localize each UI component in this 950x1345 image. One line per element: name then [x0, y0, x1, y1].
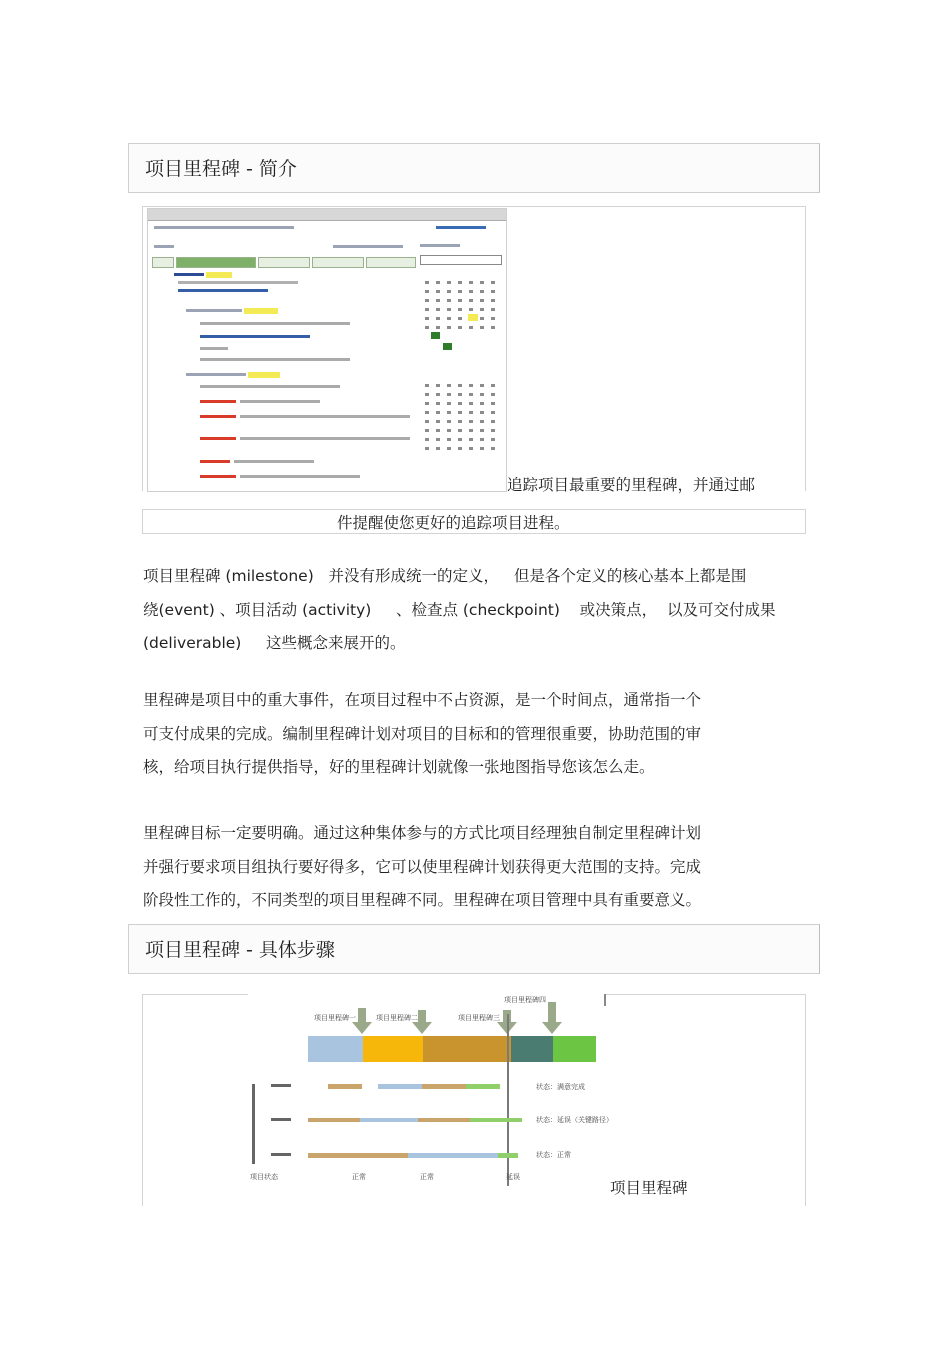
calendar-cell: [469, 299, 473, 302]
calendar-cell: [469, 420, 473, 423]
calendar-cell: [436, 290, 440, 293]
section-title: 项目里程碑 - 简介: [145, 158, 297, 180]
calendar-cell: [491, 447, 495, 450]
figure-1-caption-line1: 追踪项目最重要的里程碑，并通过邮: [507, 476, 756, 494]
calendar-cell: [425, 290, 429, 293]
calendar-cell: [425, 299, 429, 302]
calendar-cell: [425, 438, 429, 441]
calendar-cell: [436, 438, 440, 441]
text-line: (deliverable) 这些概念来展开的。: [143, 634, 406, 652]
milestone-app-screenshot: [147, 208, 507, 492]
calendar-cell: [458, 299, 462, 302]
milestone-timeline-diagram: [248, 994, 613, 1190]
calendar-cell: [447, 290, 451, 293]
calendar-cell: [425, 420, 429, 423]
calendar-cell: [436, 393, 440, 396]
text-line: 可支付成果的完成。编制里程碑计划对项目的目标和的管理很重要，协助范围的审: [143, 724, 702, 743]
calendar-cell: [425, 393, 429, 396]
calendar-cell: [469, 402, 473, 405]
calendar-cell: [458, 384, 462, 387]
text-line: 绕(event) 、项目活动 (activity) 、检查点 (checkpoint) 或决策点， 以及可交付成果: [143, 600, 776, 619]
calendar-cell: [491, 429, 495, 432]
calendar-cell: [436, 420, 440, 423]
calendar-cell: [469, 281, 473, 284]
calendar-cell: [469, 393, 473, 396]
calendar-cell: [458, 438, 462, 441]
calendar-cell: [491, 326, 495, 329]
calendar-cell: [425, 308, 429, 311]
bottom-label: 项目状态: [250, 1173, 278, 1181]
calendar-cell: [491, 420, 495, 423]
section-heading-steps: [128, 924, 820, 974]
row-status: 状态：满意完成: [536, 1083, 585, 1091]
text-line: 阶段性工作的，不同类型的项目里程碑不同。里程碑在项目管理中具有重要意义。: [143, 891, 702, 909]
calendar-cell: [436, 411, 440, 414]
calendar-cell: [436, 429, 440, 432]
calendar-cell: [447, 420, 451, 423]
phase-block: [553, 1036, 596, 1062]
paragraph-definition: [143, 560, 813, 661]
calendar-cell: [480, 326, 484, 329]
calendar-cell: [447, 411, 451, 414]
calendar-cell: [447, 429, 451, 432]
bottom-label: 正常: [420, 1173, 434, 1181]
calendar-cell: [425, 402, 429, 405]
text-line: 里程碑是项目中的重大事件，在项目过程中不占资源，是一个时间点，通常指一个: [143, 691, 702, 709]
row-label-ticks: [252, 1084, 291, 1164]
bottom-label: 正常: [352, 1173, 366, 1181]
calendar-cell: [469, 411, 473, 414]
milestone-label: 项目里程碑一: [314, 1014, 356, 1022]
calendar-cell: [480, 290, 484, 293]
calendar-cell: [425, 384, 429, 387]
calendar-cell: [436, 317, 440, 320]
calendar-cell: [458, 308, 462, 311]
calendar-cell: [458, 447, 462, 450]
text-line: 并强行要求项目组执行要好得多，它可以使里程碑计划获得更大范围的支持。完成: [143, 857, 702, 876]
calendar-cell: [480, 393, 484, 396]
calendar-cell: [436, 281, 440, 284]
calendar-cell: [480, 299, 484, 302]
milestone-label: 项目里程碑二: [376, 1014, 418, 1022]
calendar-cell: [480, 411, 484, 414]
calendar-cell: [469, 438, 473, 441]
calendar-cell: [458, 326, 462, 329]
calendar-cell: [447, 308, 451, 311]
milestone-label: 项目里程碑四: [504, 996, 546, 1004]
calendar-cell: [480, 429, 484, 432]
calendar-cell: [458, 429, 462, 432]
paragraph-importance: [143, 684, 813, 785]
calendar-cell: [425, 447, 429, 450]
calendar-cell: [447, 299, 451, 302]
calendar-cell: [447, 317, 451, 320]
calendar-cell: [447, 447, 451, 450]
calendar-cell: [425, 281, 429, 284]
row-status: 状态：延误（关键路径）: [536, 1116, 613, 1124]
calendar-cell: [436, 402, 440, 405]
calendar-cell: [425, 317, 429, 320]
calendar-cell: [458, 393, 462, 396]
calendar-cell: [491, 393, 495, 396]
calendar-cell: [469, 447, 473, 450]
calendar-cell: [491, 308, 495, 311]
calendar-cell: [458, 402, 462, 405]
calendar-cell: [480, 281, 484, 284]
calendar-cell: [458, 411, 462, 414]
calendar-cell: [425, 326, 429, 329]
calendar-cell: [491, 290, 495, 293]
section-title: 项目里程碑 - 具体步骤: [145, 939, 335, 961]
calendar-cell: [491, 317, 495, 320]
calendar-cell: [491, 438, 495, 441]
row-status: 状态：正常: [536, 1151, 571, 1159]
phase-block: [308, 1036, 363, 1062]
progress-bars: [308, 1084, 522, 1158]
calendar-cell: [469, 429, 473, 432]
milestone-label: 项目里程碑三: [458, 1014, 500, 1022]
calendar-cell: [425, 429, 429, 432]
calendar-cell: [436, 384, 440, 387]
calendar-cell: [480, 447, 484, 450]
calendar-cell: [447, 326, 451, 329]
section-heading-intro: [128, 143, 820, 193]
calendar-cell: [480, 317, 484, 320]
figure-2-caption: 项目里程碑: [610, 1179, 688, 1197]
calendar-cell: [480, 308, 484, 311]
current-date-line: [507, 1014, 509, 1186]
timeline-svg: [248, 994, 613, 1190]
text-line: 里程碑目标一定要明确。通过这种集体参与的方式比项目经理独自制定里程碑计划: [143, 824, 702, 842]
phase-block: [423, 1036, 511, 1062]
calendar-cell: [425, 411, 429, 414]
calendar-cell: [447, 402, 451, 405]
text-line: 核，给项目执行提供指导，好的里程碑计划就像一张地图指导您该怎么走。: [143, 758, 655, 776]
calendar-cell: [480, 384, 484, 387]
calendar-cell: [436, 299, 440, 302]
calendar-cell: [458, 281, 462, 284]
paragraph-goals: [143, 817, 813, 918]
calendar-cell: [436, 326, 440, 329]
calendar-cell: [458, 317, 462, 320]
calendar-cell: [447, 393, 451, 396]
phase-block: [511, 1036, 553, 1062]
figure-1-caption-line2: 件提醒使您更好的追踪项目进程。: [337, 514, 570, 532]
calendar-cell: [447, 438, 451, 441]
calendar-cell: [447, 384, 451, 387]
phase-block: [363, 1036, 423, 1062]
calendar-cell: [436, 308, 440, 311]
calendar-cell: [458, 420, 462, 423]
calendar-cell: [491, 384, 495, 387]
calendar-cell: [480, 402, 484, 405]
calendar-cell: [436, 447, 440, 450]
text-line: 项目里程碑 (milestone) 并没有形成统一的定义， 但是各个定义的核心基本上都是围: [143, 567, 747, 585]
calendar-cell: [469, 326, 473, 329]
calendar-cell: [491, 402, 495, 405]
calendar-cell: [480, 438, 484, 441]
calendar-cell: [469, 308, 473, 311]
calendar-cell: [491, 299, 495, 302]
calendar-cell: [491, 411, 495, 414]
calendar-cell: [491, 281, 495, 284]
calendar-cell: [447, 281, 451, 284]
calendar-cell: [469, 290, 473, 293]
calendar-cell: [469, 384, 473, 387]
calendar-cell: [480, 420, 484, 423]
bottom-label: 延误: [506, 1173, 520, 1181]
calendar-cell: [458, 290, 462, 293]
